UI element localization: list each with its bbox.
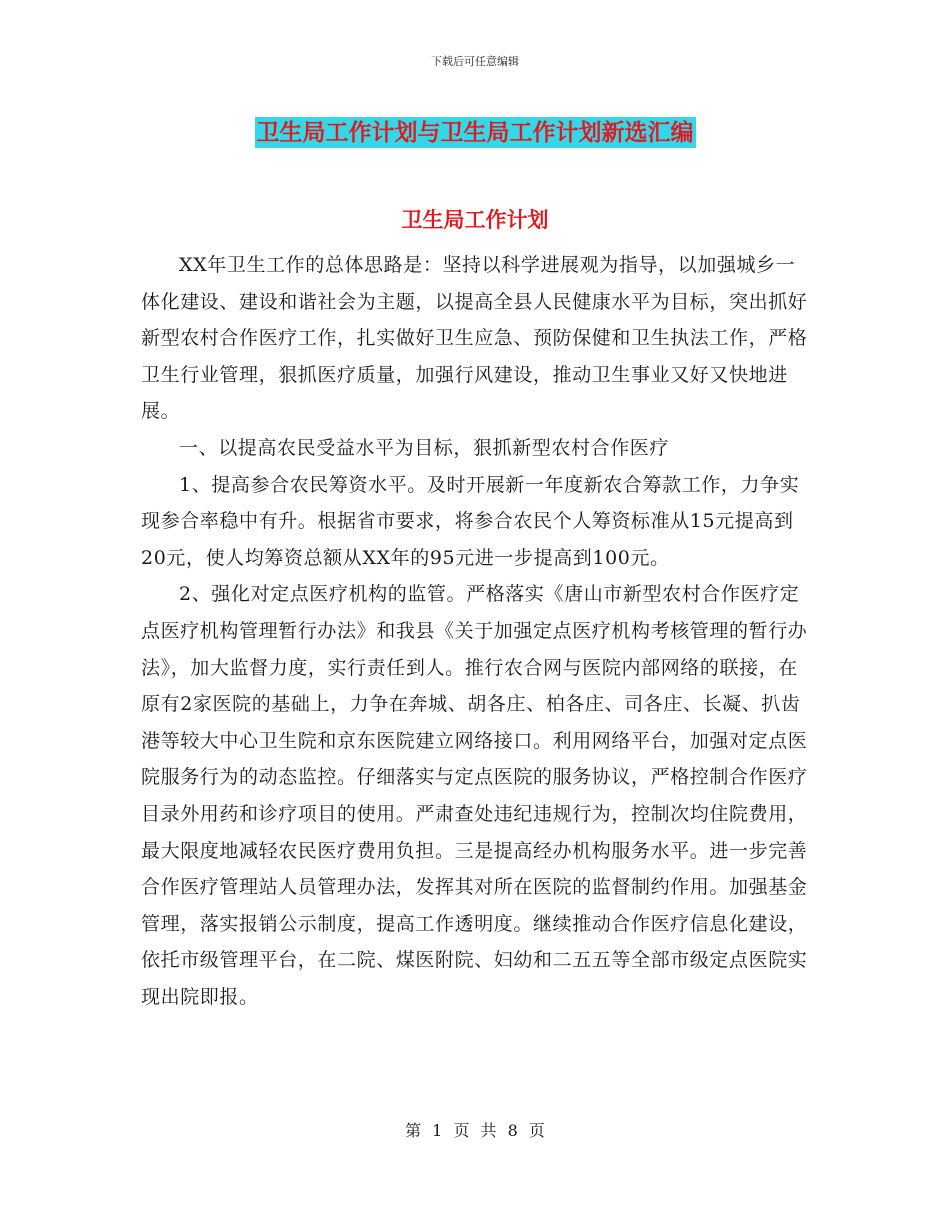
paragraph-item-1: 1、提高参合农民筹资水平。及时开展新一年度新农合筹款工作，力争实现参合率稳中有升。根据省市要求，将参合农民个人筹资标准从15元提高到20元，使人均筹资总额从XX年的95元进一步提高到100元。 — [141, 473, 800, 569]
document-title-text: 卫生局工作计划与卫生局工作计划新选汇编 — [256, 119, 694, 146]
paragraph-item-2: 2、强化对定点医疗机构的监管。严格落实《唐山市新型农村合作医疗定点医疗机构管理暂行办法》和我县《关于加强定点医疗机构考核管理的暂行办法》，加大监督力度，实行责任到人。推行农合网与医院内部网络的联接，在原有2家医院的基础上，力争在奔城、胡各庄、柏各庄、司各庄、长凝、扒齿港等较大中心卫生院和京东医院建立网络接口。利用网络平台，加强对定点医院服务行为的动态监控。仔细落实与定点医院的服务协议，严格控制合作医疗目录外用药和诊疗项目的使用。严肃查处违纪违规行为，控制次均住院费用，最大限度地减轻农民医疗费用负担。三是提高经办机构服务水平。进一步完善合作医疗管理站人员管理办法，发挥其对所在医院的监督制约作用。加强基金管理，落实报销公示制度，提高工作透明度。继续推动合作医疗信息化建设，依托市级管理平台，在二院、煤医附院、妇幼和二五五等全部市级定点医院实现出院即报。 — [141, 583, 808, 1008]
page-footer: 第 1 页 共 8 页 — [405, 1121, 545, 1140]
section-title: 卫生局工作计划 — [401, 207, 549, 232]
body-text — [141, 247, 809, 1015]
document-title — [0, 114, 950, 147]
paragraph-section-1: 一、以提高农民受益水平为目标，狠抓新型农村合作医疗 — [179, 436, 670, 459]
paragraph-intro: XX年卫生工作的总体思路是：坚持以科学进展观为指导，以加强城乡一体化建设、建设和谐社会为主题，以提高全县人民健康水平为目标，突出抓好新型农村合作医疗工作，扎实做好卫生应急、预防保健和卫生执法工作，严格卫生行业管理，狠抓医疗质量，加强行风建设，推动卫生事业又好又快地进展。 — [141, 254, 808, 423]
header-note: 下载后可任意编辑 — [431, 55, 519, 68]
